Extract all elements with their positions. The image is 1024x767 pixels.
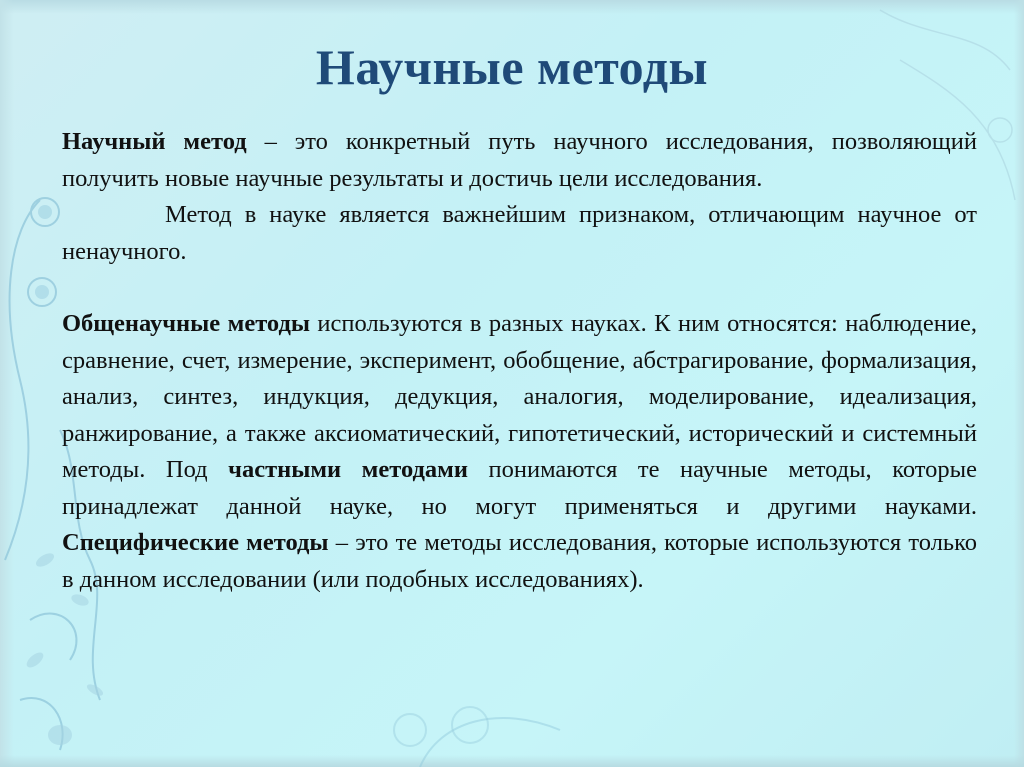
term-general-methods: Общенаучные методы <box>62 310 310 337</box>
particular-methods-lead: Под <box>145 456 229 483</box>
slide-title: Научные методы <box>315 39 709 95</box>
term-particular-methods: частными методами <box>228 456 468 483</box>
paragraph-method-types <box>62 306 977 598</box>
particular-methods-text: понимаются те научные методы, которые принадлежат данной науке, но могут применяться и другими науками. <box>62 456 978 520</box>
slide-frame-right <box>1014 0 1024 767</box>
paragraph-gap <box>62 270 977 306</box>
slide-frame-top <box>0 0 1024 14</box>
paragraph-scientific-method <box>62 124 977 197</box>
method-in-science-text: Метод в науке является важнейшим признаком, отличающим научное от ненаучного. <box>62 201 977 265</box>
general-methods-text: используются в разных науках. К ним относятся: наблюдение, сравнение, счет, измерение, эксперимент, обобщение, абстрагирование, формализация, анализ, синтез, индукция, дедукция, аналогия, моделирование, идеализация, ранжирование, а также аксиоматический, гипотетический, исторический и системный методы. <box>62 310 977 483</box>
term-scientific-method: Научный метод <box>62 128 247 155</box>
paragraph-method-in-science <box>62 197 977 270</box>
slide-frame-left <box>0 0 14 767</box>
definition-scientific-method: – это конкретный путь научного исследования, позволяющий получить новые научные результаты и достичь цели исследования. <box>62 128 977 192</box>
specific-methods-text: – это те методы исследования, которые используются только в данном исследовании (или подобных исследованиях). <box>62 529 978 593</box>
term-specific-methods: Специфические методы <box>62 529 329 556</box>
slide-body <box>62 124 977 598</box>
slide-frame-bottom <box>0 755 1024 767</box>
